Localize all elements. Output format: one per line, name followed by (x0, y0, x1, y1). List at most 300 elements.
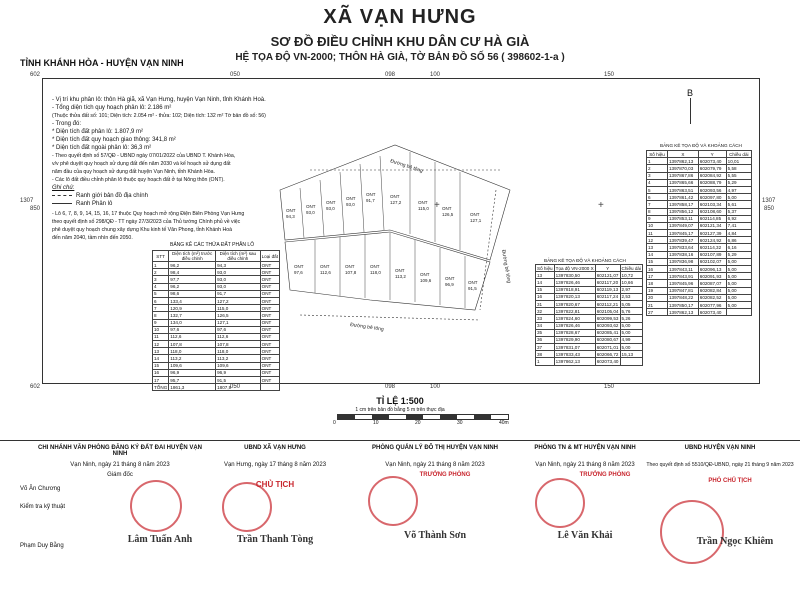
scale-note: 1 cm trên bản đồ bằng 5 m trên thực địa (355, 407, 445, 413)
scale-tick: 40m (499, 420, 509, 426)
coord-right-cell: 602088,79 (698, 179, 726, 186)
coord-right-cell: 1397865,66 (667, 179, 698, 186)
coord-mid-cell: 1397820,13 (554, 293, 595, 300)
coord-mid-cell: 5,00 (620, 344, 642, 351)
coord-mid-cell: 602066,72 (596, 351, 619, 357)
coord-mid-cell: 1 (536, 358, 555, 365)
sig-org-2: UBND XÃ VẠN HƯNG (244, 445, 306, 451)
coord-right-cell: 6 (647, 194, 668, 201)
sig-name-5: Trần Ngọc Khiêm (696, 536, 774, 547)
coord-mid-cell: 2,53 (620, 293, 642, 300)
coord-right-cell: 21 (647, 301, 668, 308)
coord-right-row (647, 237, 752, 244)
lot-table-cell: 14 (153, 355, 169, 362)
lot-table-cell: ONT (260, 312, 279, 319)
coord-right-cell: 602091,93 (698, 273, 726, 280)
note-line: - Trong đó: (52, 121, 82, 127)
coord-right-cell: 6,16 (726, 244, 751, 251)
coord-right-cell: 5,00 (726, 301, 751, 308)
coord-mid-cell: 31 (536, 300, 555, 307)
lot-type-label: ONT (306, 204, 316, 209)
note-line: * Diện tích đất phân lô: 1.807,9 m² (52, 129, 144, 135)
note-line: - Theo quyết định số 57/QĐ - UBND ngày 07/01/2022 của UBND T. Khánh Hòa, (52, 153, 236, 159)
sig-date-3: Vạn Ninh, ngày 21 tháng 8 năm 2023 (385, 462, 485, 468)
lot-table-cell: 126,5 (216, 312, 261, 319)
lot-divider (320, 180, 324, 236)
coord-mid-th-len: Chiều dài (621, 265, 641, 271)
legend-cadastral-label: Ranh giới bản đồ địa chính (76, 193, 148, 199)
coord-right-cell: 2 (647, 165, 668, 172)
lot-table-cell: ONT (260, 369, 279, 376)
province-label: TỈNH KHÁNH HÒA - HUYỆN VẠN NINH (20, 58, 184, 68)
coord-mid-cell: 1397826,46 (554, 322, 595, 329)
coord-right-row (647, 165, 752, 172)
coord-right-cell: 19 (647, 287, 668, 294)
note-line: - Vị trí khu phân lô: thôn Hà giã, xã Vạn Hưng, huyện Vạn Ninh, tỉnh Khánh Hoà. (52, 97, 266, 103)
coord-right-cell: 602124,92 (698, 237, 726, 244)
lot-type-label: ONT (442, 206, 452, 211)
coord-right-cell: 1397845,96 (667, 280, 698, 287)
lot-area-label: 118,0 (370, 270, 381, 275)
coord-right-cell: 5,61 (726, 201, 751, 208)
stamp-5-icon (660, 500, 724, 564)
coord-mid-cell: 38 (536, 351, 555, 358)
coord-right-cell: 1397862,13 (667, 158, 698, 165)
stamp-2-icon (222, 482, 272, 532)
lot-table-cell: ONT (260, 377, 279, 384)
plan-note: phê duyệt quy hoạch chung xây dựng Khu kinh tế Vân Phong, tỉnh Khánh Hoà (52, 227, 232, 233)
lot-table-title: BẢNG KÊ CÁC THỬA ĐẤT PHÂN LÔ (170, 242, 255, 248)
lot-table-cell: 96,2 (169, 283, 216, 290)
coord-right-row (647, 230, 752, 237)
road-right-edge (480, 190, 496, 310)
coord-right-row (647, 201, 752, 208)
coord-right-cell: 602077,96 (698, 301, 726, 308)
lot-type-label: ONT (366, 192, 376, 197)
coord-right-cell: 602073,40 (698, 309, 726, 316)
coord-right-cell: 602102,07 (698, 258, 726, 265)
lot-area-label: 127,1 (470, 218, 482, 223)
lot-table-cell: 93,0 (216, 269, 261, 276)
lot-type-label: ONT (320, 264, 330, 269)
lot-table-cell: ONT (260, 326, 279, 333)
lot-table-cell: 134,0 (169, 319, 216, 326)
coord-right-row (647, 273, 752, 280)
coord-mid-cell: 1397830,50 (554, 272, 595, 279)
lot-table-cell: ONT (260, 348, 279, 355)
scale-bar (337, 414, 509, 420)
lot-table-cell: 113,2 (169, 355, 216, 362)
coord-mid-cell: 602121,07 (596, 272, 619, 278)
coord-mid-cell: 602093,62 (596, 323, 619, 329)
coord-right-cell: 1397867,86 (667, 172, 698, 179)
coord-right-cell: 1397853,11 (667, 215, 698, 222)
coord-mid-cell: 35 (536, 329, 555, 336)
lot-table-cell: ONT (260, 305, 279, 312)
coord-right-cell: 5 (647, 186, 668, 193)
plan-note: đến năm 2040, tầm nhìn đến 2050. (52, 235, 133, 241)
road-bottom-label: Đường bê tông (349, 322, 385, 333)
coord-mid-cell: 602071,01 (596, 344, 619, 350)
coord-right-row (647, 194, 752, 201)
lot-type-label: ONT (420, 272, 430, 277)
coord-right-th-y: Y (698, 151, 726, 158)
lot-table-cell: 94,3 (216, 262, 261, 269)
lot-table-cell: 107,8 (216, 341, 261, 348)
lot-table-cell: 95,7 (169, 377, 216, 384)
lot-table-cell: 11 (153, 333, 169, 340)
lot-table-row (153, 369, 280, 376)
coord-mid-cell: 34 (536, 322, 555, 329)
coord-mid-cell: 5,05 (620, 300, 642, 307)
lot-table-cell: 133,4 (169, 297, 216, 304)
lot-type-label: ONT (294, 264, 304, 269)
coord-right-cell: 602114,32 (698, 244, 726, 251)
sig-role-1: Giám đốc (107, 472, 133, 478)
lot-area-label: 127,2 (390, 200, 402, 205)
lot-divider (380, 156, 384, 230)
lot-type-label: ONT (345, 264, 355, 269)
lot-table-cell: ONT (260, 341, 279, 348)
coord-mid-cell: 602117,24 (596, 294, 619, 300)
lot-area-label: 91,5 (468, 286, 477, 291)
lot-table-cell: 113,2 (216, 355, 261, 362)
coords-line: HỆ TỌA ĐỘ VN-2000; THÔN HÀ GIÀ, TỜ BẢN ĐỒ SỐ 56 ( 398602-1-a ) (235, 52, 565, 63)
coord-right-cell: 4,97 (726, 186, 751, 193)
lot-table-cell: ONT (260, 269, 279, 276)
lot-th-stt: STT (153, 251, 169, 262)
lot-table-cell: 120,9 (169, 305, 216, 312)
coord-right-cell: 602121,34 (698, 222, 726, 229)
coord-right-cell: 602073,40 (698, 158, 726, 165)
note-line: * Diện tích đất quy hoạch giao thông: 341,8 m² (52, 137, 176, 143)
north-label: B (686, 88, 693, 98)
lot-table-cell: 15 (153, 362, 169, 369)
coord-mid-cell: 5,76 (620, 308, 642, 315)
coord-right-cell: 602084,92 (698, 172, 726, 179)
lot-table-cell: 109,6 (216, 362, 261, 369)
sig-role-5: PHÓ CHỦ TỊCH (708, 478, 752, 484)
lot-th-type: Loại đất (260, 251, 279, 262)
lot-table-cell: 10 (153, 326, 169, 333)
stamp-1-icon (130, 480, 182, 532)
coord-right-cell: 5,00 (726, 287, 751, 294)
grid-bottom-0: 602 (30, 384, 41, 390)
lot-table-cell: ONT (260, 262, 279, 269)
coord-right-cell: 3 (647, 172, 668, 179)
grid-top-0: 602 (30, 72, 41, 78)
coord-mid-cell: 602105,04 (596, 308, 619, 314)
stamp-4-icon (535, 478, 585, 528)
lot-area-label: 112,6 (320, 270, 331, 275)
coord-right-cell: 602108,60 (698, 208, 726, 215)
coord-right-cell: 1397848,22 (667, 294, 698, 301)
coord-right-cell: 1397849,07 (667, 222, 698, 229)
lot-table-cell: 91,5 (216, 377, 261, 384)
coord-mid-cell: 1397833,43 (554, 351, 595, 358)
coord-right-cell: 27 (647, 309, 668, 316)
lot-table-cell: 132,7 (169, 312, 216, 319)
lot-type-label: ONT (286, 208, 296, 213)
coord-right-cell: 10 (647, 222, 668, 229)
sig-name-2: Trần Thanh Tòng (236, 534, 314, 545)
sig-date-2: Vạn Hưng, ngày 17 tháng 8 năm 2023 (223, 462, 327, 468)
grid-top-4: 150 (604, 72, 615, 78)
sig-extra-1a: Võ Ân Chương (20, 486, 61, 492)
coord-right-cell: 1397838,16 (667, 251, 698, 258)
coord-mid-cell: 32 (536, 308, 555, 315)
sig-org-4: PHÒNG TN & MT HUYỆN VẠN NINH (534, 445, 636, 451)
coord-right-cell: 5,00 (726, 266, 751, 273)
coord-right-cell: 602082,84 (698, 287, 726, 294)
coord-right-cell: 602114,85 (698, 215, 726, 222)
coord-mid-cell (620, 358, 642, 365)
sig-date-5: Theo quyết định số 5510/QĐ-UBND, ngày 21 tháng 9 năm 2023 (646, 462, 794, 468)
coord-mid-cell: 2,97 (620, 286, 642, 293)
lot-type-label: ONT (326, 200, 336, 205)
coord-right-cell: 5,29 (726, 251, 751, 258)
coord-mid-row (536, 344, 643, 351)
coord-mid-cell: 602099,53 (596, 315, 619, 321)
lot-table-cell: 4 (153, 283, 169, 290)
lot-table-cell: 115,0 (216, 305, 261, 312)
lot-table-cell: ONT (260, 362, 279, 369)
sig-name-1: Lâm Tuấn Anh (127, 534, 193, 545)
sig-org-1: CHI NHÁNH VĂN PHÒNG ĐĂNG KÝ ĐẤT ĐAI HUYỆN VẠN NINH (37, 445, 202, 457)
sig-extra-1c: Phạm Duy Bằng (20, 543, 64, 549)
coord-mid-cell: 1397828,67 (554, 329, 595, 336)
coord-right-cell: 602093,56 (698, 186, 726, 193)
coord-right-cell: 1397845,17 (667, 230, 698, 237)
coord-mid-cell: 16 (536, 293, 555, 300)
coord-right-row (647, 266, 752, 273)
sig-role-3: TRƯỞNG PHÒNG (419, 472, 471, 478)
coord-right-cell: 16 (647, 266, 668, 273)
coord-right-cell: 6,92 (726, 215, 751, 222)
lot-table-cell: 127,1 (216, 319, 261, 326)
lot-table-cell: 13 (153, 348, 169, 355)
lot-table-cell: 107,8 (169, 341, 216, 348)
coord-right-cell: 5,00 (726, 280, 751, 287)
coord-right-row (647, 251, 752, 258)
grid-left-0: 1307 (20, 198, 34, 204)
coord-mid-cell: 1397829,90 (554, 336, 595, 343)
coord-mid-cell: 1397822,81 (554, 308, 595, 315)
lot-table-cell: ONT (260, 290, 279, 297)
sig-name-4: Lê Văn Khải (557, 530, 613, 541)
lot-table-row (153, 290, 280, 297)
lot-area-label: 94,3 (286, 214, 295, 219)
coord-right-cell: 1397850,17 (667, 301, 698, 308)
lot-area-label: 96,9 (445, 282, 454, 287)
lot-table-cell: 96,9 (216, 369, 261, 376)
coord-mid-cell: 1397826,46 (554, 279, 595, 286)
coord-right-cell: 5,58 (726, 165, 751, 172)
coord-right-cell: 1397863,51 (667, 186, 698, 193)
lot-table-cell: 17 (153, 377, 169, 384)
coord-right-cell: 10,01 (726, 158, 751, 165)
lot-table-row (153, 262, 280, 269)
coord-mid-cell: 5,26 (620, 315, 642, 322)
coord-mid-th-y: Y (595, 265, 620, 272)
coord-right-cell: 20 (647, 294, 668, 301)
lot-table-row (153, 283, 280, 290)
coord-mid-row (536, 286, 643, 293)
grid-bottom-4: 150 (604, 384, 615, 390)
note-line: - Các lô đất điều chỉnh phân lô thuộc quy hoạch đất ở tại Nông thôn (ONT). (52, 177, 225, 183)
lot-table-cell: 16 (153, 369, 169, 376)
coord-mid-cell: 1397831,07 (554, 344, 595, 351)
coord-right-cell: 1397843,11 (667, 266, 698, 273)
coord-right-row (647, 258, 752, 265)
coord-right-cell: 11 (647, 230, 668, 237)
site-map (270, 130, 530, 340)
grid-cross: + (434, 200, 440, 211)
coord-right-cell: 4 (647, 179, 668, 186)
coord-mid-row (536, 336, 643, 343)
lot-area-label: 109,6 (420, 278, 432, 283)
scale-tick: 20 (415, 420, 421, 426)
coord-right-row (647, 280, 752, 287)
sig-role-2: CHỦ TỊCH (255, 480, 295, 489)
lot-table-cell: 12 (153, 341, 169, 348)
grid-right-1: 850 (764, 206, 775, 212)
coord-right-cell: 9 (647, 215, 668, 222)
coord-right-cell: 8 (647, 208, 668, 215)
coord-right-row (647, 301, 752, 308)
grid-right-0: 1307 (762, 198, 776, 204)
coord-right-th-len: Chiều dài (726, 151, 751, 158)
lot-table-row (153, 312, 280, 319)
coord-right-cell: 5,00 (726, 294, 751, 301)
sig-extra-1b: Kiểm tra kỹ thuật (20, 504, 66, 510)
coord-mid-cell: 602085,41 (596, 330, 619, 336)
lot-table-cell: 7 (153, 305, 169, 312)
coord-right-cell: 12 (647, 237, 668, 244)
legend-lot-label: Ranh Phân lô (76, 201, 113, 207)
lot-th-before: Diện tích (m²) trước điều chỉnh (169, 251, 216, 262)
lot-parcel-bottom (285, 232, 490, 310)
coord-mid-row (536, 308, 643, 315)
coord-mid-cell: 15,13 (620, 351, 642, 358)
coord-mid-cell: 4,99 (620, 336, 642, 343)
coord-right-row (647, 179, 752, 186)
plan-note: theo quyết định số 298/QĐ - TT ngày 27/3/2023 của Thủ tướng Chính phủ về việc (52, 219, 241, 225)
coord-mid-th-x: Tọa độ VN-2000 X (555, 265, 594, 271)
coord-right-cell: 17 (647, 273, 668, 280)
north-arrow (680, 88, 700, 128)
coord-mid-cell: 1397820,67 (554, 300, 595, 307)
lot-table-row (153, 348, 280, 355)
lot-table-cell: 1 (153, 262, 169, 269)
coord-right-cell: 5,55 (726, 172, 751, 179)
stamp-3-icon (368, 476, 418, 526)
road-right-label: Đường bê tông (500, 249, 512, 284)
lot-area-label: 93,0 (306, 210, 315, 215)
lot-table-cell: 112,6 (216, 333, 261, 340)
coord-right-cell: 1397843,91 (667, 273, 698, 280)
lot-total-label: TỔNG (154, 384, 168, 390)
grid-bottom-1: 050 (230, 384, 241, 390)
lot-table-cell: 97,6 (216, 326, 261, 333)
lot-table-cell: ONT (260, 333, 279, 340)
coord-mid-cell: 602119,13 (596, 287, 619, 293)
lot-table-row (153, 333, 280, 340)
coord-mid-cell: 602112,21 (596, 301, 619, 307)
coord-right-cell: 7 (647, 201, 668, 208)
coord-right-cell: 602096,13 (698, 266, 726, 273)
coord-mid-cell: 37 (536, 344, 555, 351)
grid-bottom-2: 098 (385, 384, 396, 390)
sig-date-4: Vạn Ninh, ngày 21 tháng 8 năm 2023 (535, 462, 635, 468)
lot-type-label: ONT (418, 200, 428, 205)
lot-table-cell: ONT (260, 355, 279, 362)
coord-right-cell: 1397870,03 (667, 165, 698, 172)
lot-table-cell: 112,6 (169, 333, 216, 340)
coord-mid-title: BẢNG KÊ TỌA ĐỘ VÀ KHOẢNG CÁCH (544, 258, 626, 263)
lot-table-cell: 118,0 (169, 348, 216, 355)
scale-tick: 10 (373, 420, 379, 426)
coord-mid-cell: 602117,20 (596, 279, 619, 285)
lot-table-cell: 9 (153, 319, 169, 326)
lot-total-type (260, 384, 279, 391)
lot-table-cell: ONT (260, 276, 279, 283)
grid-cross: + (598, 200, 604, 211)
coord-right-cell: 1397862,13 (667, 309, 698, 316)
coord-mid-cell: 1397824,60 (554, 315, 595, 322)
coord-mid-cell: 602073,40 (596, 359, 619, 365)
coord-mid-th-id: Số hiệu (537, 265, 553, 271)
lot-area-label: 93,0 (326, 206, 335, 211)
coord-right-cell: 602079,79 (698, 165, 726, 172)
coord-right-cell: 15 (647, 258, 668, 265)
coord-right-cell: 1397836,98 (667, 258, 698, 265)
coord-right-cell: 602127,39 (698, 230, 726, 237)
coord-right-cell: 602107,89 (698, 251, 726, 258)
lot-table-cell: 127,2 (216, 297, 261, 304)
coord-right-row (647, 287, 752, 294)
coord-right-cell: 1397833,64 (667, 244, 698, 251)
lot-table-row (153, 319, 280, 326)
lot-table-cell: 93,0 (216, 276, 261, 283)
coord-mid-row (536, 329, 643, 336)
lot-type-label: ONT (468, 280, 478, 285)
plan-note: - Lô 6, 7, 8, 9, 14, 15, 16, 17 thuộc Quy hoạch mở rộng Điện Biên Phòng Vạn Hưng (52, 211, 245, 217)
coord-right-title: BẢNG KÊ TỌA ĐỘ VÀ KHOẢNG CÁCH (660, 143, 742, 148)
lot-table-row (153, 341, 280, 348)
lot-type-label: ONT (445, 276, 455, 281)
coord-mid-row (536, 300, 643, 307)
lot-area-label: 93,0 (346, 202, 355, 207)
coord-mid-cell: 15 (536, 286, 555, 293)
coord-mid-row (536, 358, 643, 365)
scale-tick: 0 (333, 420, 336, 426)
lot-table-cell: 96,2 (169, 262, 216, 269)
coord-right-row (647, 244, 752, 251)
lot-table-row (153, 297, 280, 304)
coord-mid-cell: 5,00 (620, 329, 642, 336)
coord-right-cell: 1397856,12 (667, 208, 698, 215)
coord-mid-row (536, 322, 643, 329)
sig-role-4: TRƯỞNG PHÒNG (579, 472, 631, 478)
lot-table-cell: 6 (153, 297, 169, 304)
grid-top-3: 100 (430, 72, 441, 78)
coord-right-row (647, 186, 752, 193)
coord-mid-row (536, 279, 643, 286)
lot-divider (340, 172, 344, 234)
lot-table-cell: ONT (260, 319, 279, 326)
coord-right-row (647, 294, 752, 301)
